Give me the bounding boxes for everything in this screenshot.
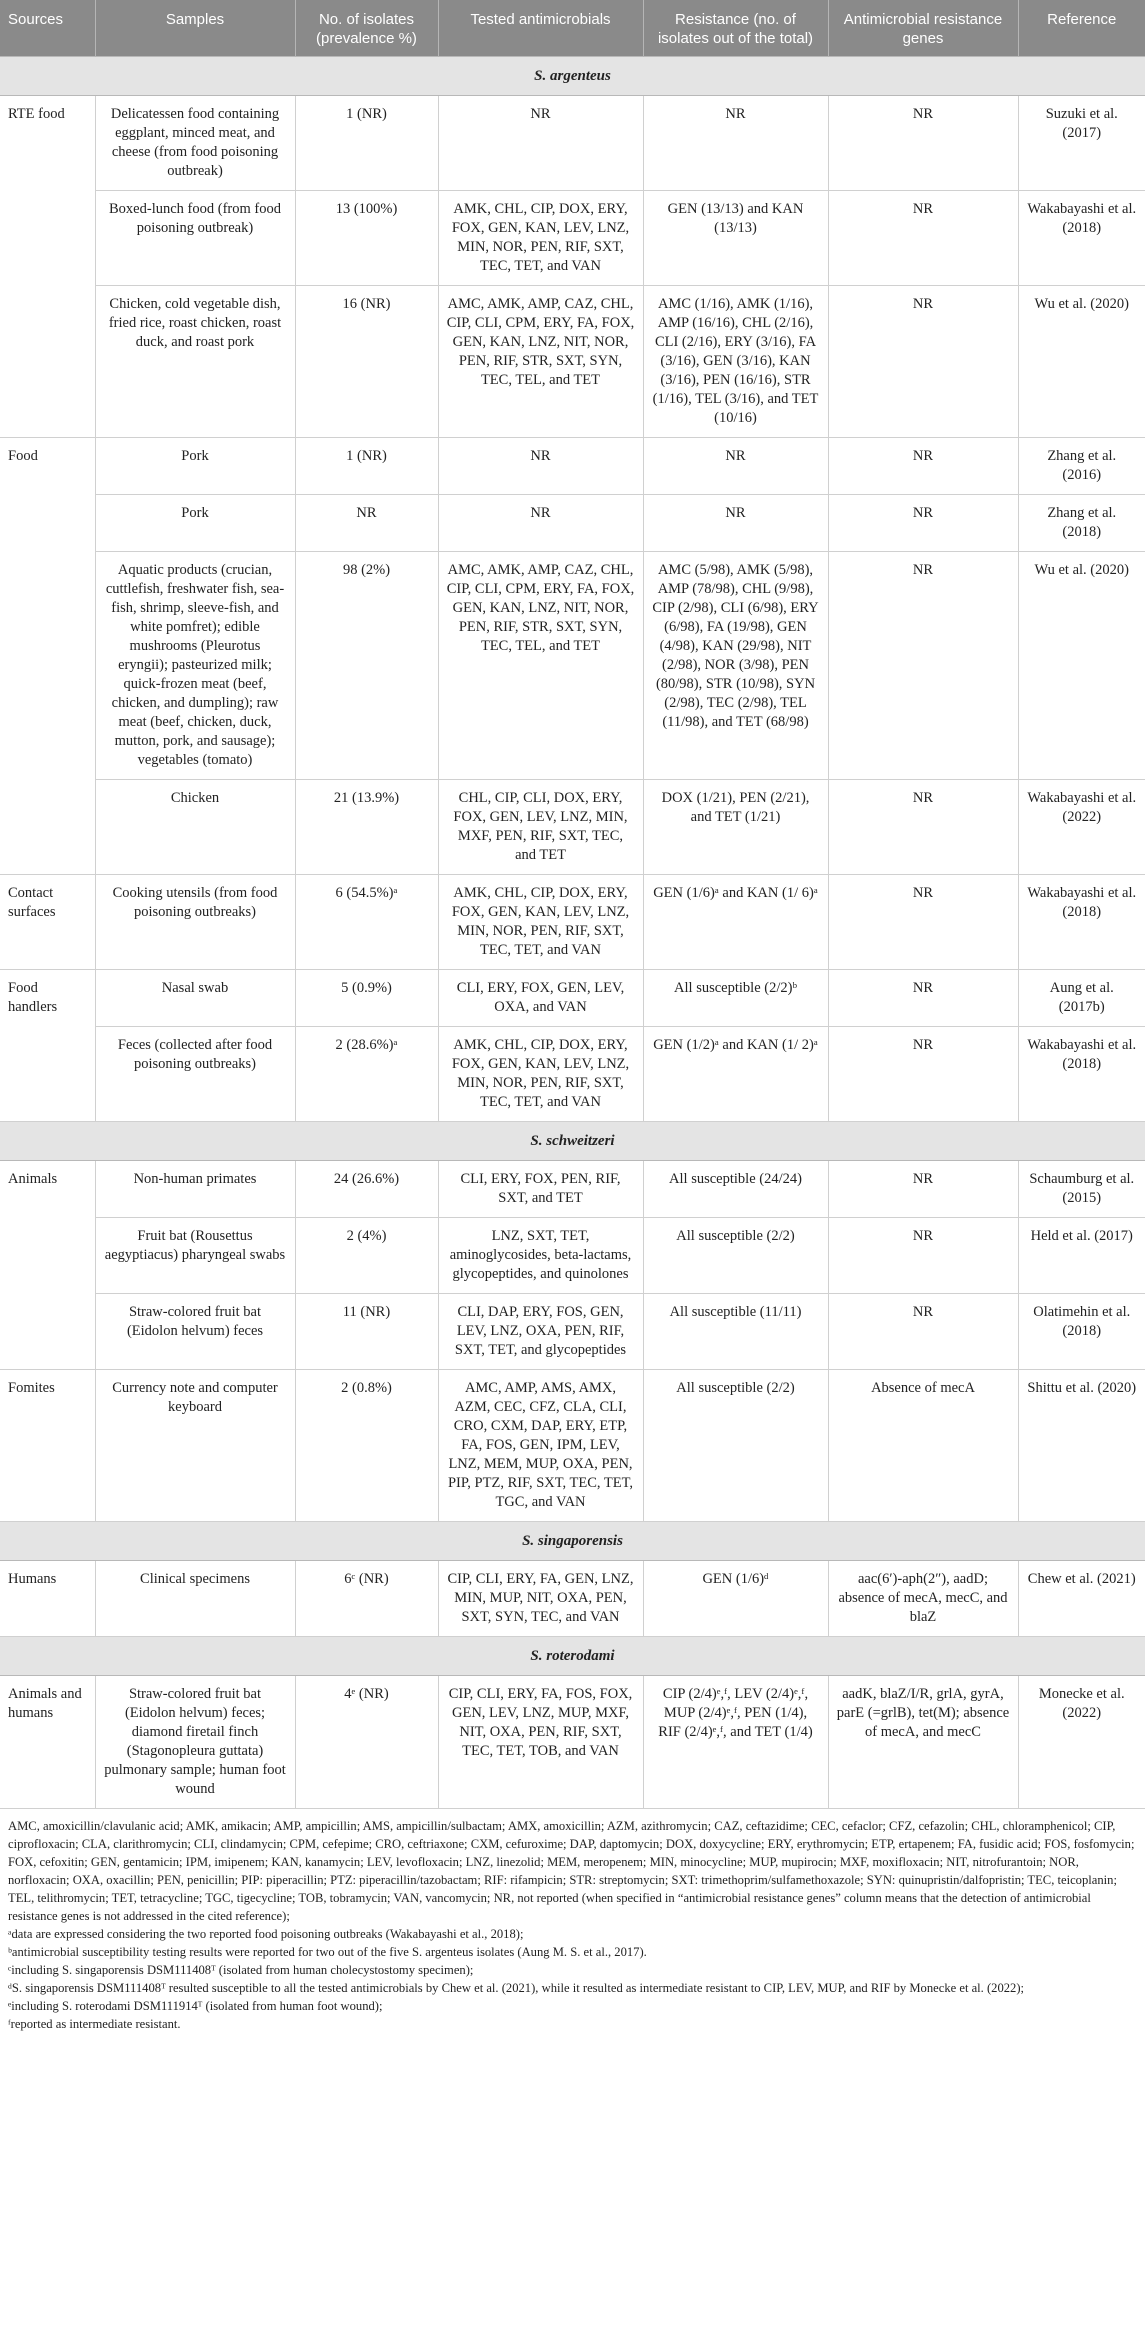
source-cell: Fomites bbox=[0, 1370, 95, 1522]
footnote: ᵉincluding S. roterodami DSM111914ᵀ (isolated from human foot wound); bbox=[8, 1999, 383, 2013]
sample-cell: Currency note and computer keyboard bbox=[95, 1370, 295, 1522]
resistance-cell: All susceptible (2/2) bbox=[643, 1370, 828, 1522]
footnote: ᵈS. singaporensis DSM111408ᵀ resulted susceptible to all the tested antimicrobials by Chew et al. (2021), while it resulted as intermediate resistant to CIP, LEV, MUP, and RIF by Monecke et al. (2022); bbox=[8, 1981, 1025, 1995]
antimicrobials-cell: CIP, CLI, ERY, FA, GEN, LNZ, MIN, MUP, NIT, OXA, PEN, SXT, SYN, TEC, and VAN bbox=[438, 1561, 643, 1637]
table-row bbox=[0, 1218, 1145, 1294]
resistance-cell: GEN (1/2)ᵃ and KAN (1/ 2)ᵃ bbox=[643, 1027, 828, 1122]
header-antimicrobials: Tested antimicrobials bbox=[438, 0, 643, 57]
isolates-cell: 1 (NR) bbox=[295, 96, 438, 191]
isolates-cell: 21 (13.9%) bbox=[295, 780, 438, 875]
antimicrobials-cell: CLI, ERY, FOX, PEN, RIF, SXT, and TET bbox=[438, 1161, 643, 1218]
reference-cell: Wakabayashi et al. (2018) bbox=[1018, 191, 1145, 286]
species-section-row bbox=[0, 57, 1145, 96]
antimicrobials-cell: NR bbox=[438, 438, 643, 495]
antimicrobials-cell: CHL, CIP, CLI, DOX, ERY, FOX, GEN, LEV, LNZ, MIN, MXF, PEN, RIF, SXT, TEC, and TET bbox=[438, 780, 643, 875]
resistance-cell: All susceptible (11/11) bbox=[643, 1294, 828, 1370]
antimicrobials-cell: CLI, ERY, FOX, GEN, LEV, OXA, and VAN bbox=[438, 970, 643, 1027]
table-row bbox=[0, 780, 1145, 875]
footnote: ᵇantimicrobial susceptibility testing results were reported for two out of the five S. argenteus isolates (Aung M. S. et al., 2017). bbox=[8, 1945, 647, 1959]
antimicrobials-cell: AMC, AMK, AMP, CAZ, CHL, CIP, CLI, CPM, ERY, FA, FOX, GEN, KAN, LNZ, NIT, NOR, PEN, RIF, STR, SXT, SYN, TEC, TEL, and TET bbox=[438, 552, 643, 780]
source-cell: Contact surfaces bbox=[0, 875, 95, 970]
sample-cell: Delicatessen food containing eggplant, minced meat, and cheese (from food poisoning outbreak) bbox=[95, 96, 295, 191]
antimicrobials-cell: AMK, CHL, CIP, DOX, ERY, FOX, GEN, KAN, LEV, LNZ, MIN, NOR, PEN, RIF, SXT, TEC, TET, and VAN bbox=[438, 191, 643, 286]
genes-cell: NR bbox=[828, 96, 1018, 191]
resistance-cell: AMC (5/98), AMK (5/98), AMP (78/98), CHL (9/98), CIP (2/98), CLI (6/98), ERY (6/98), FA (19/98), GEN (4/98), KAN (29/98), NIT (2/98), NOR (3/98), PEN (80/98), STR (10/98), SYN (2/98), TEC (2/98), TEL (11/98), and TET (68/98) bbox=[643, 552, 828, 780]
reference-cell: Held et al. (2017) bbox=[1018, 1218, 1145, 1294]
sample-cell: Fruit bat (Rousettus aegyptiacus) pharyngeal swabs bbox=[95, 1218, 295, 1294]
sample-cell: Chicken, cold vegetable dish, fried rice, roast chicken, roast duck, and roast pork bbox=[95, 286, 295, 438]
sample-cell: Non-human primates bbox=[95, 1161, 295, 1218]
reference-cell: Wu et al. (2020) bbox=[1018, 286, 1145, 438]
sample-cell: Feces (collected after food poisoning outbreaks) bbox=[95, 1027, 295, 1122]
genes-cell: NR bbox=[828, 875, 1018, 970]
isolates-cell: 2 (4%) bbox=[295, 1218, 438, 1294]
genes-cell: Absence of mecA bbox=[828, 1370, 1018, 1522]
species-heading: S. roterodami bbox=[0, 1637, 1145, 1676]
isolates-cell: 6ᶜ (NR) bbox=[295, 1561, 438, 1637]
reference-cell: Shittu et al. (2020) bbox=[1018, 1370, 1145, 1522]
isolates-cell: 13 (100%) bbox=[295, 191, 438, 286]
resistance-cell: GEN (1/6)ᵃ and KAN (1/ 6)ᵃ bbox=[643, 875, 828, 970]
species-section-row bbox=[0, 1637, 1145, 1676]
table-row bbox=[0, 1370, 1145, 1522]
source-cell: Food bbox=[0, 438, 95, 875]
antimicrobials-cell: AMC, AMP, AMS, AMX, AZM, CEC, CFZ, CLA, CLI, CRO, CXM, DAP, ERY, ETP, FA, FOS, GEN, IPM, LEV, LNZ, MEM, MUP, OXA, PEN, PIP, PTZ, RIF, SXT, TEC, TET, TGC, and VAN bbox=[438, 1370, 643, 1522]
table-row bbox=[0, 495, 1145, 552]
table-row bbox=[0, 1561, 1145, 1637]
table-row bbox=[0, 1027, 1145, 1122]
resistance-cell: NR bbox=[643, 96, 828, 191]
isolates-cell: 24 (26.6%) bbox=[295, 1161, 438, 1218]
resistance-cell: NR bbox=[643, 495, 828, 552]
sample-cell: Pork bbox=[95, 495, 295, 552]
antimicrobials-cell: AMK, CHL, CIP, DOX, ERY, FOX, GEN, KAN, LEV, LNZ, MIN, NOR, PEN, RIF, SXT, TEC, TET, and VAN bbox=[438, 875, 643, 970]
source-cell: RTE food bbox=[0, 96, 95, 438]
genes-cell: NR bbox=[828, 495, 1018, 552]
header-isolates: No. of isolates (prevalence %) bbox=[295, 0, 438, 57]
genes-cell: NR bbox=[828, 1027, 1018, 1122]
header-reference: Reference bbox=[1018, 0, 1145, 57]
footnotes bbox=[0, 1809, 1145, 2033]
footnote: ᵃdata are expressed considering the two reported food poisoning outbreaks (Wakabayashi et al., 2018); bbox=[8, 1927, 524, 1941]
table-row bbox=[0, 970, 1145, 1027]
genes-cell: NR bbox=[828, 552, 1018, 780]
antimicrobials-cell: NR bbox=[438, 495, 643, 552]
antimicrobials-cell: NR bbox=[438, 96, 643, 191]
sample-cell: Clinical specimens bbox=[95, 1561, 295, 1637]
footnote: ᶠreported as intermediate resistant. bbox=[8, 2017, 181, 2031]
footnote: AMC, amoxicillin/clavulanic acid; AMK, amikacin; AMP, ampicillin; AMS, ampicillin/sulbactam; AMX, amoxicillin; AZM, azithromycin; CAZ, ceftazidime; CEC, cefaclor; CFZ, cefazolin; CHL, chloramphenicol; CIP, ciprofloxacin; CLA, clarithromycin; CLI, clindamycin; CPM, cefepime; CRO, ceftriaxone; CXM, cefuroxime; DAP, daptomycin; DOX, doxycycline; ERY, erythromycin; ETP, ertapenem; FA, fusidic acid; FOS, fosfomycin; FOX, cefoxitin; GEN, gentamicin; IPM, imipenem; KAN, kanamycin; LEV, levofloxacin; LNZ, linezolid; MEM, meropenem; MIN, minocycline; MUP, mupirocin; MXF, moxifloxacin; NIT, nitrofurantoin; NOR, norfloxacin; OXA, oxacillin; PEN, penicillin; PIP: piperacillin; PTZ: piperacillin/tazobactam; RIF: rifampicin; STR: streptomycin; SXT: trimethoprim/sulfamethoxazole; SYN: quinupristin/dalfopristin; TEC, teicoplanin; TEL, telithromycin; TET, tetracycline; TGC, tigecycline; TOB, tobramycin; VAN, vancomycin; NR, not reported (when specified in “antimicrobial resistance genes” column means that the detection of antimicrobial resistance genes is not addressed in the cited reference); bbox=[8, 1819, 1135, 1923]
genes-cell: NR bbox=[828, 970, 1018, 1027]
isolates-cell: NR bbox=[295, 495, 438, 552]
resistance-cell: GEN (13/13) and KAN (13/13) bbox=[643, 191, 828, 286]
resistance-cell: All susceptible (2/2) bbox=[643, 1218, 828, 1294]
resistance-cell: GEN (1/6)ᵈ bbox=[643, 1561, 828, 1637]
source-cell: Animals and humans bbox=[0, 1676, 95, 1809]
antimicrobials-cell: CIP, CLI, ERY, FA, FOS, FOX, GEN, LEV, LNZ, MUP, MXF, NIT, OXA, PEN, RIF, SXT, TEC, TET, TOB, and VAN bbox=[438, 1676, 643, 1809]
isolates-cell: 4ᵉ (NR) bbox=[295, 1676, 438, 1809]
reference-cell: Wakabayashi et al. (2018) bbox=[1018, 875, 1145, 970]
header-resistance: Resistance (no. of isolates out of the total) bbox=[643, 0, 828, 57]
reference-cell: Wu et al. (2020) bbox=[1018, 552, 1145, 780]
header-genes: Antimicrobial resistance genes bbox=[828, 0, 1018, 57]
resistance-cell: DOX (1/21), PEN (2/21), and TET (1/21) bbox=[643, 780, 828, 875]
header-sources: Sources bbox=[0, 0, 95, 57]
isolates-cell: 5 (0.9%) bbox=[295, 970, 438, 1027]
sample-cell: Boxed-lunch food (from food poisoning outbreak) bbox=[95, 191, 295, 286]
resistance-cell: CIP (2/4)ᵉ,ᶠ, LEV (2/4)ᵉ,ᶠ, MUP (2/4)ᵉ,ᶠ, PEN (1/4), RIF (2/4)ᵉ,ᶠ, and TET (1/4) bbox=[643, 1676, 828, 1809]
table-row bbox=[0, 286, 1145, 438]
reference-cell: Wakabayashi et al. (2022) bbox=[1018, 780, 1145, 875]
genes-cell: aadK, blaZ/I/R, grlA, gyrA, parE (=grlB), tet(M); absence of mecA, and mecC bbox=[828, 1676, 1018, 1809]
source-cell: Humans bbox=[0, 1561, 95, 1637]
reference-cell: Olatimehin et al. (2018) bbox=[1018, 1294, 1145, 1370]
reference-cell: Schaumburg et al. (2015) bbox=[1018, 1161, 1145, 1218]
genes-cell: aac(6′)-aph(2″), aadD; absence of mecA, mecC, and blaZ bbox=[828, 1561, 1018, 1637]
sample-cell: Straw-colored fruit bat (Eidolon helvum) feces bbox=[95, 1294, 295, 1370]
antimicrobials-cell: AMK, CHL, CIP, DOX, ERY, FOX, GEN, KAN, LEV, LNZ, MIN, NOR, PEN, RIF, SXT, TEC, TET, and VAN bbox=[438, 1027, 643, 1122]
sample-cell: Aquatic products (crucian, cuttlefish, freshwater fish, sea-fish, shrimp, sleeve-fish, and white pomfret); edible mushrooms (Pleurotus eryngii); pasteurized milk; quick-frozen meat (beef, chicken, and dumpling); raw meat (beef, chicken, duck, mutton, pork, and sausage); vegetables (tomato) bbox=[95, 552, 295, 780]
isolates-cell: 11 (NR) bbox=[295, 1294, 438, 1370]
genes-cell: NR bbox=[828, 1218, 1018, 1294]
table-row bbox=[0, 875, 1145, 970]
reference-cell: Wakabayashi et al. (2018) bbox=[1018, 1027, 1145, 1122]
isolates-cell: 2 (28.6%)ᵃ bbox=[295, 1027, 438, 1122]
isolates-cell: 2 (0.8%) bbox=[295, 1370, 438, 1522]
species-heading: S. singaporensis bbox=[0, 1522, 1145, 1561]
table-body bbox=[0, 57, 1145, 1809]
table-row bbox=[0, 191, 1145, 286]
sample-cell: Nasal swab bbox=[95, 970, 295, 1027]
reference-cell: Chew et al. (2021) bbox=[1018, 1561, 1145, 1637]
reference-cell: Zhang et al. (2016) bbox=[1018, 438, 1145, 495]
table-row bbox=[0, 552, 1145, 780]
antimicrobials-cell: AMC, AMK, AMP, CAZ, CHL, CIP, CLI, CPM, ERY, FA, FOX, GEN, KAN, LNZ, NIT, NOR, PEN, RIF, STR, SXT, SYN, TEC, TEL, and TET bbox=[438, 286, 643, 438]
genes-cell: NR bbox=[828, 780, 1018, 875]
species-section-row bbox=[0, 1122, 1145, 1161]
sample-cell: Cooking utensils (from food poisoning outbreaks) bbox=[95, 875, 295, 970]
footnote: ᶜincluding S. singaporensis DSM111408ᵀ (isolated from human cholecystostomy specimen); bbox=[8, 1963, 474, 1977]
table-row bbox=[0, 1161, 1145, 1218]
sample-cell: Straw-colored fruit bat (Eidolon helvum) feces; diamond firetail finch (Stagonopleura guttata) pulmonary sample; human foot wound bbox=[95, 1676, 295, 1809]
table-row bbox=[0, 96, 1145, 191]
isolates-cell: 6 (54.5%)ᵃ bbox=[295, 875, 438, 970]
resistance-cell: NR bbox=[643, 438, 828, 495]
header-samples: Samples bbox=[95, 0, 295, 57]
antimicrobials-cell: LNZ, SXT, TET, aminoglycosides, beta-lactams, glycopeptides, and quinolones bbox=[438, 1218, 643, 1294]
genes-cell: NR bbox=[828, 1294, 1018, 1370]
isolates-cell: 98 (2%) bbox=[295, 552, 438, 780]
genes-cell: NR bbox=[828, 1161, 1018, 1218]
sample-cell: Pork bbox=[95, 438, 295, 495]
genes-cell: NR bbox=[828, 191, 1018, 286]
sample-cell: Chicken bbox=[95, 780, 295, 875]
genes-cell: NR bbox=[828, 286, 1018, 438]
genes-cell: NR bbox=[828, 438, 1018, 495]
isolates-cell: 16 (NR) bbox=[295, 286, 438, 438]
table-row bbox=[0, 1294, 1145, 1370]
antimicrobials-cell: CLI, DAP, ERY, FOS, GEN, LEV, LNZ, OXA, PEN, RIF, SXT, TET, and glycopeptides bbox=[438, 1294, 643, 1370]
species-heading: S. schweitzeri bbox=[0, 1122, 1145, 1161]
reference-cell: Aung et al. (2017b) bbox=[1018, 970, 1145, 1027]
reference-cell: Zhang et al. (2018) bbox=[1018, 495, 1145, 552]
reference-cell: Suzuki et al. (2017) bbox=[1018, 96, 1145, 191]
reference-cell: Monecke et al. (2022) bbox=[1018, 1676, 1145, 1809]
species-heading: S. argenteus bbox=[0, 57, 1145, 96]
source-cell: Animals bbox=[0, 1161, 95, 1370]
resistance-cell: All susceptible (2/2)ᵇ bbox=[643, 970, 828, 1027]
source-cell: Food handlers bbox=[0, 970, 95, 1122]
species-section-row bbox=[0, 1522, 1145, 1561]
table-row bbox=[0, 1676, 1145, 1809]
header-row bbox=[0, 0, 1145, 57]
resistance-cell: AMC (1/16), AMK (1/16), AMP (16/16), CHL (2/16), CLI (2/16), ERY (3/16), FA (3/16), GEN (3/16), KAN (3/16), PEN (16/16), STR (1/16), TEL (3/16), and TET (10/16) bbox=[643, 286, 828, 438]
resistance-cell: All susceptible (24/24) bbox=[643, 1161, 828, 1218]
table-row bbox=[0, 438, 1145, 495]
isolates-cell: 1 (NR) bbox=[295, 438, 438, 495]
